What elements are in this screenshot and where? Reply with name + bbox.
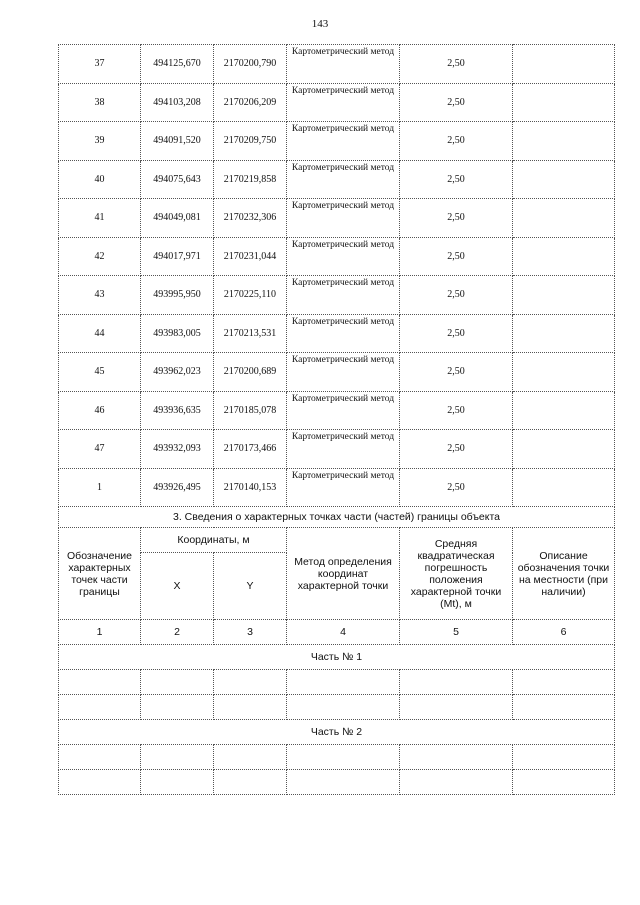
point-number: 43 xyxy=(59,276,141,315)
error-cell: 2,50 xyxy=(400,199,513,238)
method-cell: Картометрический метод xyxy=(287,83,400,122)
error-cell: 2,50 xyxy=(400,83,513,122)
error-cell: 2,50 xyxy=(400,391,513,430)
description-cell xyxy=(513,353,615,392)
description-cell xyxy=(513,122,615,161)
header-coordinates: Координаты, м xyxy=(141,528,287,553)
method-cell: Картометрический метод xyxy=(287,160,400,199)
error-cell: 2,50 xyxy=(400,276,513,315)
table-row xyxy=(59,122,615,161)
header-y: Y xyxy=(214,553,287,620)
coord-x: 494049,081 xyxy=(141,199,214,238)
coordinates-rows xyxy=(59,45,615,507)
table-row xyxy=(59,237,615,276)
description-cell xyxy=(513,83,615,122)
coord-x: 493983,005 xyxy=(141,314,214,353)
table-row xyxy=(59,391,615,430)
column-number: 2 xyxy=(141,620,214,645)
coord-y: 2170225,110 xyxy=(214,276,287,315)
description-cell xyxy=(513,199,615,238)
header-method: Метод определения координат характерной точки xyxy=(287,528,400,620)
coord-x: 494017,971 xyxy=(141,237,214,276)
section-3-title: 3. Сведения о характерных точках части (частей) границы объекта xyxy=(59,507,615,528)
header-error: Средняя квадратическая погрешность положения характерной точки (Mt), м xyxy=(400,528,513,620)
description-cell xyxy=(513,314,615,353)
table-row xyxy=(59,83,615,122)
column-number: 6 xyxy=(513,620,615,645)
error-cell: 2,50 xyxy=(400,237,513,276)
method-cell: Картометрический метод xyxy=(287,430,400,469)
method-cell: Картометрический метод xyxy=(287,199,400,238)
point-number: 1 xyxy=(59,468,141,507)
coord-x: 493932,093 xyxy=(141,430,214,469)
coord-x: 493962,023 xyxy=(141,353,214,392)
coord-x: 494091,520 xyxy=(141,122,214,161)
point-number: 42 xyxy=(59,237,141,276)
description-cell xyxy=(513,468,615,507)
point-number: 41 xyxy=(59,199,141,238)
description-cell xyxy=(513,237,615,276)
table-row xyxy=(59,430,615,469)
coord-y: 2170213,531 xyxy=(214,314,287,353)
coord-y: 2170231,044 xyxy=(214,237,287,276)
coord-x: 494125,670 xyxy=(141,45,214,84)
column-numbers-row xyxy=(59,620,615,645)
error-cell: 2,50 xyxy=(400,45,513,84)
table-row xyxy=(59,468,615,507)
table-row xyxy=(59,199,615,238)
section-3 xyxy=(59,507,615,795)
coord-y: 2170206,209 xyxy=(214,83,287,122)
table-row xyxy=(59,276,615,315)
description-cell xyxy=(513,160,615,199)
table-row xyxy=(59,160,615,199)
method-cell: Картометрический метод xyxy=(287,276,400,315)
point-number: 46 xyxy=(59,391,141,430)
column-number: 5 xyxy=(400,620,513,645)
point-number: 45 xyxy=(59,353,141,392)
error-cell: 2,50 xyxy=(400,353,513,392)
coord-x: 493926,495 xyxy=(141,468,214,507)
table-row xyxy=(59,45,615,84)
coord-y: 2170200,689 xyxy=(214,353,287,392)
description-cell xyxy=(513,276,615,315)
column-number: 4 xyxy=(287,620,400,645)
empty-row xyxy=(59,670,615,695)
error-cell: 2,50 xyxy=(400,468,513,507)
point-number: 44 xyxy=(59,314,141,353)
point-number: 38 xyxy=(59,83,141,122)
method-cell: Картометрический метод xyxy=(287,391,400,430)
coord-y: 2170232,306 xyxy=(214,199,287,238)
page-number: 143 xyxy=(311,18,329,30)
error-cell: 2,50 xyxy=(400,160,513,199)
empty-row xyxy=(59,770,615,795)
method-cell: Картометрический метод xyxy=(287,468,400,507)
header-x: X xyxy=(141,553,214,620)
table-row xyxy=(59,314,615,353)
coord-x: 493995,950 xyxy=(141,276,214,315)
table-row xyxy=(59,353,615,392)
method-cell: Картометрический метод xyxy=(287,353,400,392)
method-cell: Картометрический метод xyxy=(287,237,400,276)
coord-y: 2170219,858 xyxy=(214,160,287,199)
point-number: 37 xyxy=(59,45,141,84)
column-number: 3 xyxy=(214,620,287,645)
coord-y: 2170200,790 xyxy=(214,45,287,84)
header-description: Описание обозначения точки на местности (при наличии) xyxy=(513,528,615,620)
point-number: 39 xyxy=(59,122,141,161)
coord-y: 2170140,153 xyxy=(214,468,287,507)
empty-row xyxy=(59,695,615,720)
coord-x: 494103,208 xyxy=(141,83,214,122)
coord-y: 2170185,078 xyxy=(214,391,287,430)
coord-y: 2170209,750 xyxy=(214,122,287,161)
part-2-label: Часть № 2 xyxy=(59,720,615,745)
description-cell xyxy=(513,430,615,469)
header-designation: Обозначение характерных точек части границы xyxy=(59,528,141,620)
point-number: 47 xyxy=(59,430,141,469)
method-cell: Картометрический метод xyxy=(287,45,400,84)
coord-x: 493936,635 xyxy=(141,391,214,430)
description-cell xyxy=(513,391,615,430)
description-cell xyxy=(513,45,615,84)
coord-x: 494075,643 xyxy=(141,160,214,199)
error-cell: 2,50 xyxy=(400,430,513,469)
point-number: 40 xyxy=(59,160,141,199)
method-cell: Картометрический метод xyxy=(287,314,400,353)
error-cell: 2,50 xyxy=(400,122,513,161)
column-number: 1 xyxy=(59,620,141,645)
error-cell: 2,50 xyxy=(400,314,513,353)
method-cell: Картометрический метод xyxy=(287,122,400,161)
part-1-label: Часть № 1 xyxy=(59,645,615,670)
empty-row xyxy=(59,745,615,770)
coord-y: 2170173,466 xyxy=(214,430,287,469)
boundary-points-table xyxy=(58,44,615,795)
